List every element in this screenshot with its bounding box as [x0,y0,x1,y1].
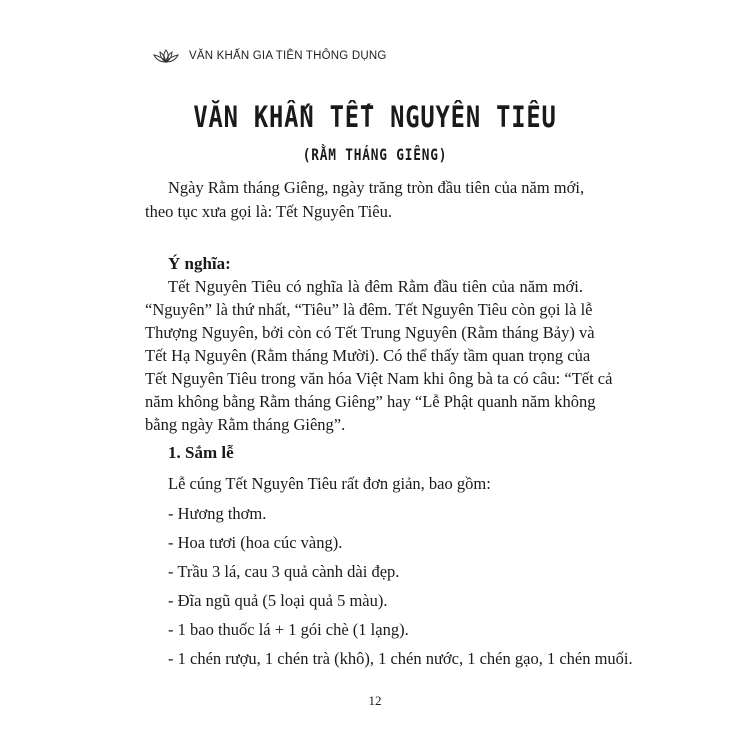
paragraph-line: “Nguyên” là thứ nhất, “Tiêu” là đêm. Tết Nguyên Tiêu còn gọi là lễ [145,300,593,319]
chapter-title: VĂN KHẤN TẾT NGUYÊN TIÊU [193,100,557,134]
page-number: 12 [368,693,382,708]
running-header [153,48,387,64]
lotus-icon [153,48,179,64]
section-heading: Ý nghĩa: [168,254,231,273]
list-item: - 1 chén rượu, 1 chén trà (khô), 1 chén nước, 1 chén gạo, 1 chén muối. [168,649,633,668]
chapter-subtitle: (RẰM THÁNG GIÊNG) [302,145,448,164]
paragraph-line: Tết Nguyên Tiêu trong văn hóa Việt Nam khi ông bà ta có câu: “Tết cả [145,369,613,388]
list-item: - Đĩa ngũ quả (5 loại quả 5 màu). [168,591,388,610]
list-item: - Hoa tươi (hoa cúc vàng). [168,533,343,552]
paragraph-line: Tết Hạ Nguyên (Rằm tháng Mười). Có thể thấy tầm quan trọng của [145,346,591,365]
section-heading: 1. Sắm lễ [168,443,234,462]
list-item: - Trầu 3 lá, cau 3 quả cành dài đẹp. [168,562,400,581]
paragraph-line: Thượng Nguyên, bởi còn có Tết Trung Nguyên (Rằm tháng Bảy) và [145,323,595,342]
paragraph-line: năm không bằng Rằm tháng Giêng” hay “Lễ Phật quanh năm không [145,392,596,411]
list-item: - Hương thơm. [168,504,267,523]
paragraph-line: Ngày Rằm tháng Giêng, ngày trăng tròn đầu tiên của năm mới, [168,178,585,197]
running-title: VĂN KHẤN GIA TIÊN THÔNG DỤNG [189,50,387,62]
paragraph-line: Tết Nguyên Tiêu có nghĩa là đêm Rằm đầu tiên của năm mới. [168,277,583,296]
paragraph-line: theo tục xưa gọi là: Tết Nguyên Tiêu. [145,202,392,221]
list-intro: Lễ cúng Tết Nguyên Tiêu rất đơn giản, bao gồm: [168,474,491,493]
list-item: - 1 bao thuốc lá + 1 gói chè (1 lạng). [168,620,409,639]
paragraph-line: bằng ngày Rằm tháng Giêng”. [145,415,346,434]
